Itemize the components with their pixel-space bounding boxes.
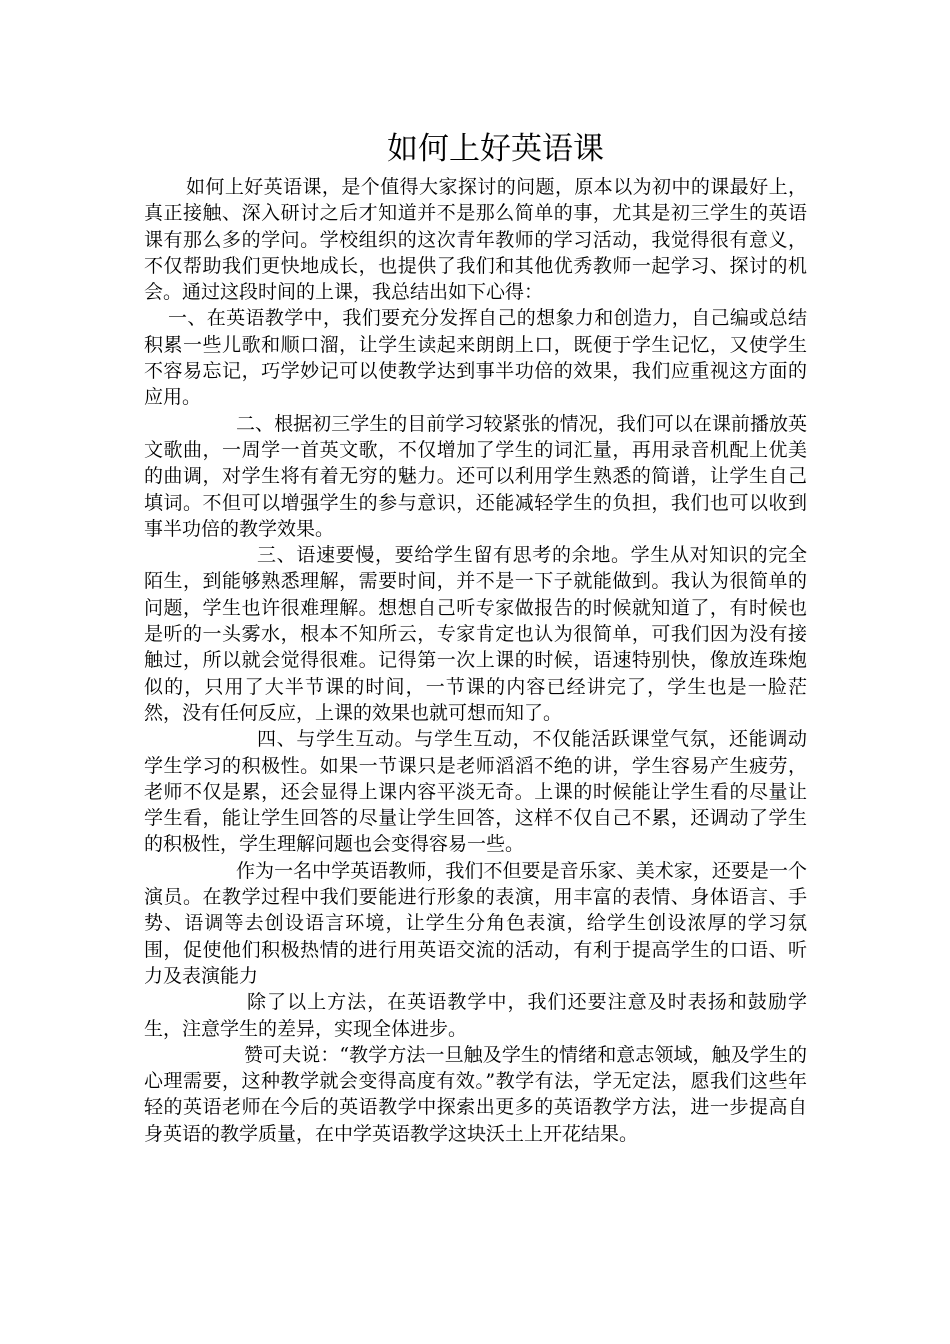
paragraph-teacher-role: 作为一名中学英语教师，我们不但要是音乐家、美术家，还要是一个演员。在教学过程中我们要能进行形象的表演，用丰富的表情、身体语言、手势、语调等去创设语言环境，让学生分角色表演，给学生创设浓厚的学习氛围，促使他们积极热情的进行用英语交流的活动，有利于提高学生的口语、听力及表演能力 [144, 859, 807, 987]
paragraph-point-4: 四、与学生互动。与学生互动，不仅能活跃课堂气氛，还能调动学生学习的积极性。如果一节课只是老师滔滔不绝的讲，学生容易产生疲劳，老师不仅是累，还会显得上课内容平淡无奇。上课的时候能让学生看的尽量让学生看，能让学生回答的尽量让学生回答，这样不仅自己不累，还调动了学生的积极性，学生理解问题也会变得容易一些。 [144, 728, 807, 856]
paragraph-point-1: 一、在英语教学中，我们要充分发挥自己的想象力和创造力，自己编或总结积累一些儿歌和顺口溜，让学生读起来朗朗上口，既便于学生记忆，又使学生不容易忘记，巧学妙记可以使教学达到事半功倍的效果，我们应重视这方面的应用。 [144, 307, 807, 409]
paragraph-conclusion: 赞可夫说：“教学方法一旦触及学生的情绪和意志领域，触及学生的心理需要，这种教学就会变得高度有效。”教学有法，学无定法，愿我们这些年轻的英语老师在今后的英语教学中探索出更多的英语教学方法，进一步提高自身英语的教学质量，在中学英语教学这块沃土上开花结果。 [144, 1043, 807, 1145]
document-title: 如何上好英语课 [387, 131, 604, 167]
document-page [144, 128, 807, 1147]
paragraph-intro: 如何上好英语课，是个值得大家探讨的问题，原本以为初中的课最好上，真正接触、深入研讨之后才知道并不是那么简单的事，尤其是初三学生的英语课有那么多的学问。学校组织的这次青年教师的学习活动，我觉得很有意义，不仅帮助我们更快地成长，也提供了我们和其他优秀教师一起学习、探讨的机会。通过这段时间的上课，我总结出如下心得： [144, 176, 807, 304]
paragraph-encouragement: 除了以上方法，在英语教学中，我们还要注意及时表扬和鼓励学生，注意学生的差异，实现全体进步。 [144, 991, 807, 1040]
paragraph-point-3: 三、语速要慢，要给学生留有思考的余地。学生从对知识的完全陌生，到能够熟悉理解，需要时间，并不是一下子就能做到。我认为很简单的问题，学生也许很难理解。想想自己听专家做报告的时候就知道了，有时候也是听的一头雾水，根本不知所云，专家肯定也认为很简单，可我们因为没有接触过，所以就会觉得很难。记得第一次上课的时候，语速特别快，像放连珠炮似的，只用了大半节课的时间，一节课的内容已经讲完了，学生也是一脸茫然，没有任何反应，上课的效果也就可想而知了。 [144, 544, 807, 724]
paragraph-point-2: 二、根据初三学生的目前学习较紧张的情况，我们可以在课前播放英文歌曲，一周学一首英文歌，不仅增加了学生的词汇量，再用录音机配上优美的曲调，对学生将有着无穷的魅力。还可以利用学生熟悉的简谱，让学生自己填词。不但可以增强学生的参与意识，还能减轻学生的负担，我们也可以收到事半功倍的教学效果。 [144, 412, 807, 540]
